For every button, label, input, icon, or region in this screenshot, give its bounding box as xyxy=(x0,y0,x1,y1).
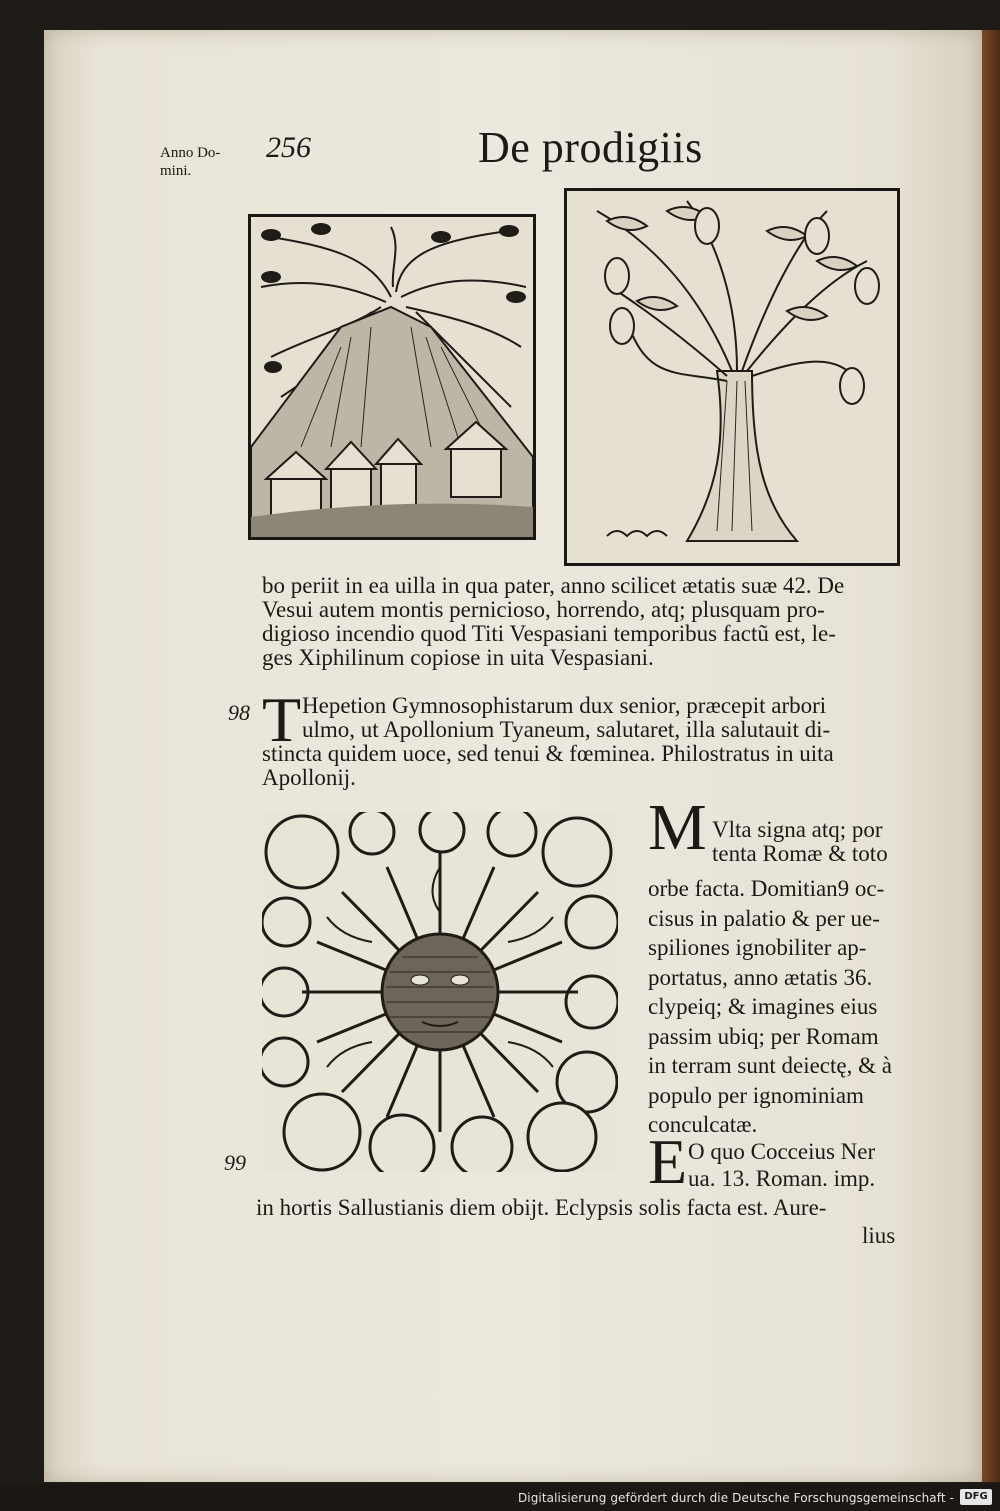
paragraph-1 xyxy=(262,574,844,670)
text-line: cisus in palatio & per ue- xyxy=(648,905,880,931)
final-line: in hortis Sallustianis diem obijt. Eclypsis solis facta est. Aure- xyxy=(256,1195,827,1220)
text-line: conculcatæ. xyxy=(648,1112,758,1137)
text-line: in terram sunt deiectę, & à xyxy=(648,1053,892,1078)
section-number-98: 98 xyxy=(228,700,250,725)
section-m-text xyxy=(648,874,892,1140)
margin-note xyxy=(160,144,240,180)
text-line: tenta Romæ & toto xyxy=(712,841,888,866)
section-m-text-top xyxy=(712,818,888,866)
woodcut-tree-image xyxy=(564,188,900,566)
text-line: portatus, anno ætatis 36. xyxy=(648,964,873,990)
dropcap-e: E xyxy=(648,1126,688,1197)
footer-credit: Digitalisierung gefördert durch die Deutsche Forschungsgemeinschaft - xyxy=(517,1491,954,1505)
margin-note-line: Anno Do- xyxy=(160,145,221,161)
text-line: populo per ignominiam xyxy=(648,1082,864,1108)
text-line: passim ubiq; per Romam xyxy=(648,1023,879,1049)
page-number: 256 xyxy=(266,131,311,164)
text-line: Vlta signa atq; por xyxy=(712,817,883,842)
dfg-logo: DFG xyxy=(960,1489,992,1505)
text-line: Apollonij. xyxy=(262,765,356,790)
section-98-text-cont xyxy=(262,742,834,790)
text-line: ulmo, ut Apollonium Tyaneum, salutaret, illa salutauit di- xyxy=(302,717,831,742)
book-edge xyxy=(982,30,1000,1482)
margin-note-line: mini. xyxy=(160,163,192,179)
text-line: digioso incendio quod Titi Vespasiani temporibus factũ est, le- xyxy=(262,621,836,646)
text-line: O quo Cocceius Ner xyxy=(688,1139,876,1164)
text-line: clypeiq; & imagines eius xyxy=(648,994,878,1019)
section-98-text xyxy=(302,694,830,742)
section-99-text xyxy=(688,1138,875,1192)
woodcut-volcano-image xyxy=(248,214,536,540)
woodcut-sun-image xyxy=(262,812,618,1172)
running-title: De prodigiis xyxy=(478,123,703,172)
text-line: stincta quidem uoce, sed tenui & fœminea. Philostratus in uita xyxy=(262,741,834,766)
text-line: orbe facta. Domitian9 oc- xyxy=(648,876,885,901)
text-line: spiliones ignobiliter ap- xyxy=(648,935,867,960)
dropcap-t: T xyxy=(262,684,302,755)
dropcap-m: M xyxy=(648,791,707,864)
text-line: ua. 13. Roman. imp. xyxy=(688,1166,876,1191)
catchword: lius xyxy=(862,1223,896,1248)
text-line: Hepetion Gymnosophistarum dux senior, præcepit arbori xyxy=(302,693,827,718)
section-number-99: 99 xyxy=(224,1150,246,1175)
text-line: bo periit in ea uilla in qua pater, anno scilicet ætatis suæ 42. De xyxy=(262,573,845,598)
text-line: Vesui autem montis pernicioso, horrendo, atq; plusquam pro- xyxy=(262,597,825,622)
text-line: ges Xiphilinum copiose in uita Vespasiani. xyxy=(262,645,654,670)
